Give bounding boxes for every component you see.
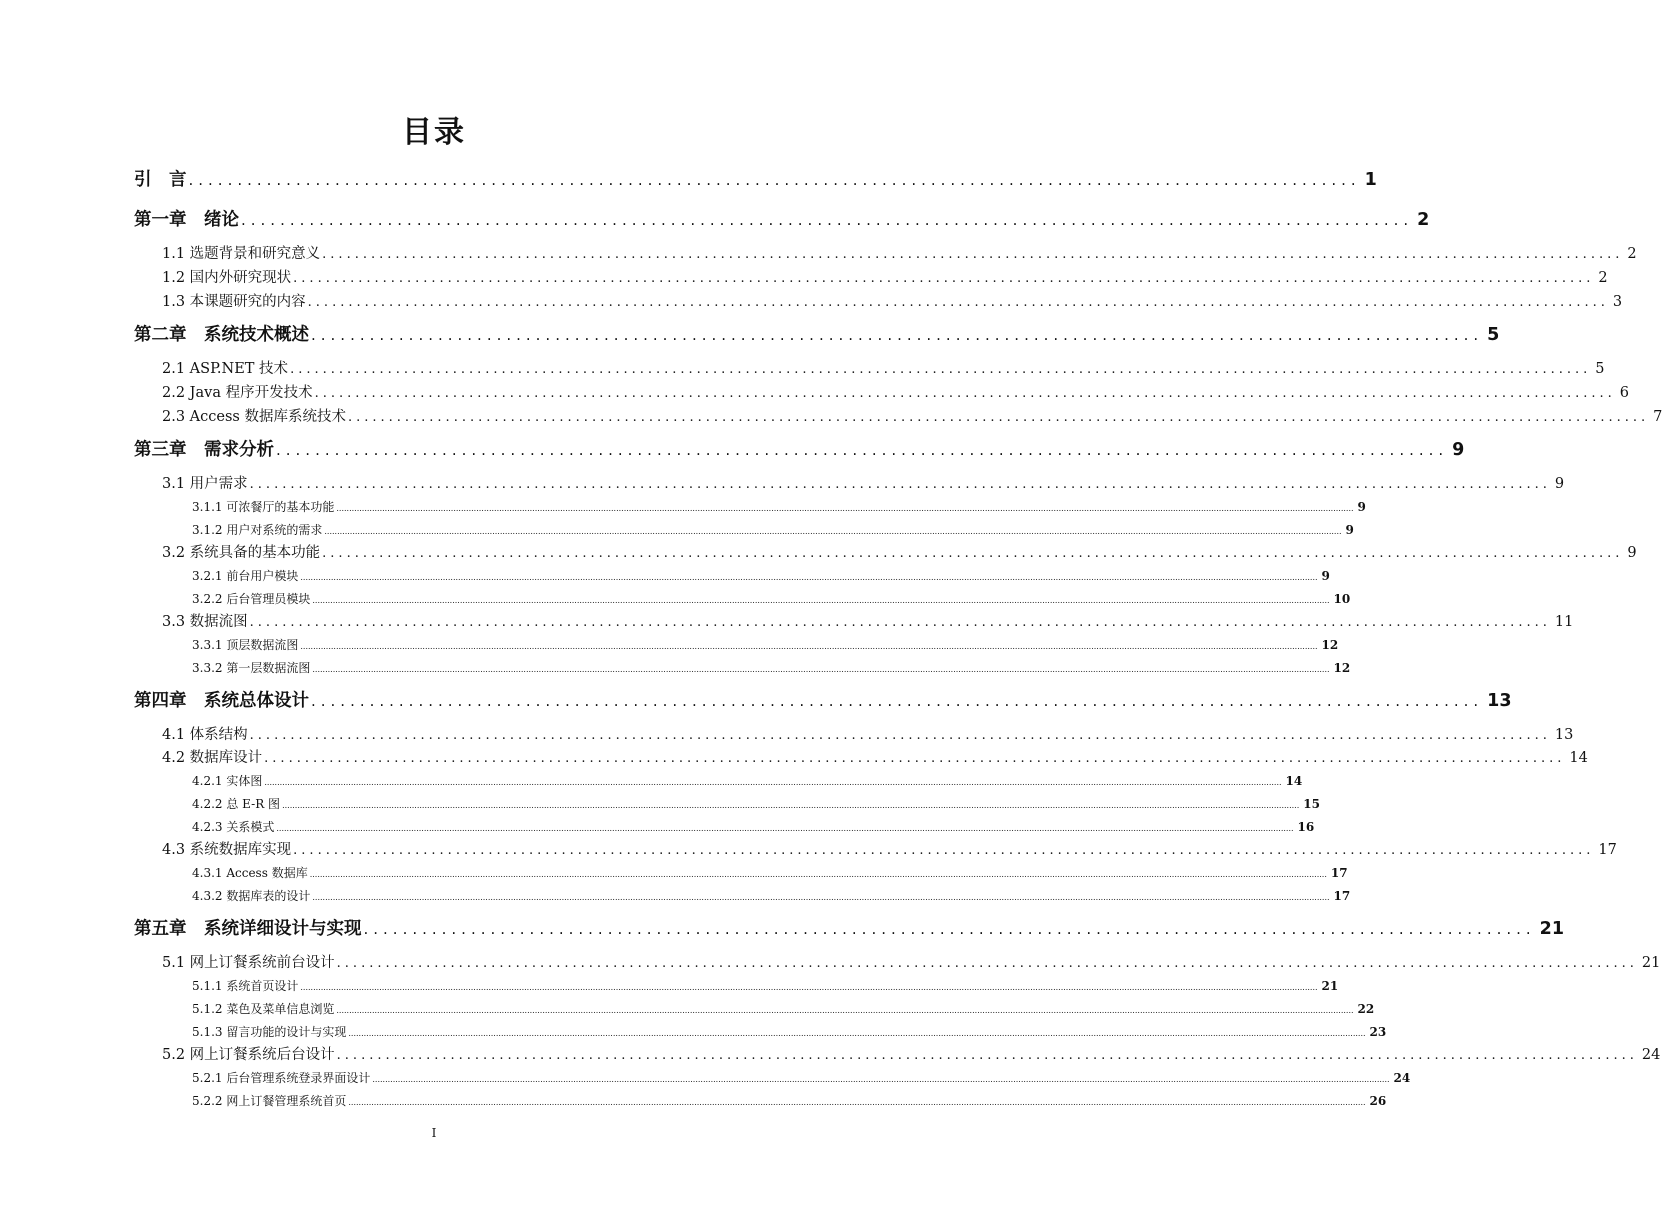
toc-entry-page-number: 5 <box>1487 325 1500 345</box>
toc-entry-sub[interactable] <box>192 633 1339 657</box>
toc-entry-section[interactable] <box>162 610 1574 634</box>
toc-entry-label: 5.1 网上订餐系统前台设计 <box>162 955 335 971</box>
toc-entry-label: 3.1.2 用户对系统的需求 <box>192 523 323 537</box>
toc-entry-page-number: 9 <box>1357 500 1366 514</box>
toc-leader-dots: ................................................................................................................................................................ <box>249 728 1551 743</box>
toc-entry-label: 3.2.1 前台用户模块 <box>192 569 299 583</box>
toc-entry-section[interactable] <box>162 357 1605 381</box>
toc-entry-page-number: 1 <box>1364 170 1377 190</box>
toc-leader-dots: ........................................................................................................................ <box>241 211 1414 229</box>
toc-entry-sub[interactable] <box>192 1066 1411 1090</box>
toc-entry-label: 4.2.3 关系模式 <box>192 820 275 834</box>
toc-leader-dots: ................................................................................................................................................................ <box>290 362 1592 377</box>
toc-leader-dots: ........................................................................................................................ <box>311 692 1484 710</box>
toc-entry-section[interactable] <box>162 405 1662 429</box>
toc-entry-label: 第二章 系统技术概述 <box>134 325 309 345</box>
toc-entry-section[interactable] <box>162 472 1565 496</box>
toc-entry-section[interactable] <box>162 541 1637 565</box>
toc-entry-page-number: 24 <box>1393 1071 1411 1085</box>
toc-entry-label: 1.1 选题背景和研究意义 <box>162 246 321 262</box>
toc-leader-dots: ................................................................................................................................................................................................................................................................................................................................................................................................................ <box>264 778 1282 787</box>
toc-entry-page-number: 14 <box>1569 750 1588 766</box>
toc-entry-page-number: 21 <box>1321 979 1339 993</box>
toc-entry-label: 4.3.2 数据库表的设计 <box>192 889 311 903</box>
toc-entry-page-number: 13 <box>1487 691 1512 711</box>
toc-entry-sub[interactable] <box>192 587 1351 611</box>
toc-entry-section[interactable] <box>162 746 1588 770</box>
toc-entry-label: 3.3.1 顶层数据流图 <box>192 638 299 652</box>
toc-leader-dots: ................................................................................................................................................................................................................................................................................................................................................................................................................ <box>348 1029 1366 1038</box>
toc-leader-dots: ........................................................................................................................ <box>276 441 1449 459</box>
toc-leader-dots: ................................................................................................................................................................................................................................................................................................................................................................................................................ <box>282 801 1300 810</box>
toc-entry-section[interactable] <box>162 381 1629 405</box>
toc-entry-sub[interactable] <box>192 769 1303 793</box>
toc-entry-page-number: 21 <box>1641 955 1661 971</box>
toc-entry-chapter[interactable] <box>134 322 1500 348</box>
toc-entry-label: 5.1.3 留言功能的设计与实现 <box>192 1025 347 1039</box>
toc-entry-page-number: 9 <box>1345 523 1354 537</box>
toc-entry-label: 3.1 用户需求 <box>162 476 248 492</box>
toc-entry-page-number: 16 <box>1297 820 1315 834</box>
toc-entry-label: 3.2.2 后台管理员模块 <box>192 592 311 606</box>
toc-entry-label: 3.3.2 第一层数据流图 <box>192 661 311 675</box>
toc-entry-label: 3.2 系统具备的基本功能 <box>162 545 321 561</box>
toc-leader-dots: ................................................................................................................................................................ <box>314 386 1616 401</box>
toc-entry-label: 5.1.1 系统首页设计 <box>192 979 299 993</box>
toc-leader-dots: ................................................................................................................................................................ <box>322 546 1624 561</box>
toc-entry-sub[interactable] <box>192 997 1375 1021</box>
toc-entry-label: 引 言 <box>134 170 187 190</box>
toc-leader-dots: ................................................................................................................................................................ <box>322 247 1624 262</box>
page-title: 目录 <box>402 115 466 150</box>
toc-entry-page-number: 9 <box>1554 476 1565 492</box>
toc-entry-page-number: 17 <box>1333 889 1351 903</box>
toc-entry-page-number: 22 <box>1357 1002 1375 1016</box>
toc-entry-page-number: 9 <box>1452 440 1465 460</box>
toc-entry-label: 第四章 系统总体设计 <box>134 691 309 711</box>
toc-entry-page-number: 3 <box>1612 294 1623 310</box>
toc-leader-dots: ................................................................................................................................................................................................................................................................................................................................................................................................................ <box>276 824 1294 833</box>
toc-entry-sub[interactable] <box>192 564 1330 588</box>
toc-entry-sub[interactable] <box>192 1020 1387 1044</box>
toc-leader-dots: ................................................................................................................................................................ <box>264 751 1566 766</box>
toc-leader-dots: ................................................................................................................................................................................................................................................................................................................................................................................................................ <box>312 665 1330 674</box>
toc-leader-dots: ................................................................................................................................................................................................................................................................................................................................................................................................................ <box>300 642 1318 651</box>
toc-leader-dots: ................................................................................................................................................................................................................................................................................................................................................................................................................ <box>348 1098 1366 1107</box>
toc-entry-sub[interactable] <box>192 861 1348 885</box>
toc-leader-dots: ................................................................................................................................................................................................................................................................................................................................................................................................................ <box>324 527 1342 536</box>
toc-entry-sub[interactable] <box>192 1089 1387 1113</box>
toc-entry-page-number: 2 <box>1598 270 1608 286</box>
toc-entry-label: 4.3.1 Access 数据库 <box>192 866 308 880</box>
toc-leader-dots: ................................................................................................................................................................................................................................................................................................................................................................................................................ <box>336 504 1354 513</box>
toc-entry-label: 第一章 绪论 <box>134 210 239 230</box>
toc-leader-dots: ................................................................................................................................................................ <box>293 271 1595 286</box>
toc-leader-dots: ................................................................................................................................................................................................................................................................................................................................................................................................................ <box>309 870 1327 879</box>
toc-entry-section[interactable] <box>162 951 1661 975</box>
toc-entry-sub[interactable] <box>192 884 1351 908</box>
toc-entry-sub[interactable] <box>192 974 1339 998</box>
toc-entry-page-number: 12 <box>1321 638 1339 652</box>
toc-entry-label: 5.2.1 后台管理系统登录界面设计 <box>192 1071 371 1085</box>
toc-entry-page-number: 10 <box>1333 592 1351 606</box>
toc-entry-label: 2.1 ASP.NET 技术 <box>162 361 289 377</box>
toc-leader-dots: ................................................................................................................................................................ <box>336 1048 1638 1063</box>
toc-entry-label: 5.2 网上订餐系统后台设计 <box>162 1047 335 1063</box>
toc-entry-label: 4.2.1 实体图 <box>192 774 263 788</box>
toc-leader-dots: ................................................................................................................................................................ <box>347 410 1650 425</box>
toc-leader-dots: ................................................................................................................................................................................................................................................................................................................................................................................................................ <box>312 893 1330 902</box>
toc-entry-label: 第五章 系统详细设计与实现 <box>134 919 362 939</box>
toc-entry-page-number: 17 <box>1330 866 1348 880</box>
toc-entry-chapter[interactable] <box>134 167 1377 193</box>
toc-entry-sub[interactable] <box>192 792 1320 816</box>
toc-leader-dots: ................................................................................................................................................................ <box>249 477 1551 492</box>
toc-entry-chapter[interactable] <box>134 916 1565 942</box>
toc-leader-dots: ................................................................................................................................................................................................................................................................................................................................................................................................................ <box>300 983 1318 992</box>
toc-entry-label: 2.3 Access 数据库系统技术 <box>162 409 346 425</box>
toc-entry-page-number: 21 <box>1539 919 1565 939</box>
toc-entry-label: 5.1.2 菜色及菜单信息浏览 <box>192 1002 335 1016</box>
toc-leader-dots: ................................................................................................................................................................ <box>336 956 1638 971</box>
toc-entry-chapter[interactable] <box>134 207 1430 233</box>
toc-leader-dots: ........................................................................................................................ <box>188 171 1361 189</box>
toc-entry-label: 1.2 国内外研究现状 <box>162 270 292 286</box>
toc-entry-label: 2.2 Java 程序开发技术 <box>162 385 313 401</box>
toc-entry-page-number: 2 <box>1417 210 1430 230</box>
toc-leader-dots: ........................................................................................................................ <box>311 326 1484 344</box>
toc-entry-label: 5.2.2 网上订餐管理系统首页 <box>192 1094 347 1108</box>
toc-entry-page-number: 13 <box>1554 727 1574 743</box>
toc-entry-section[interactable] <box>162 1043 1661 1067</box>
toc-entry-sub[interactable] <box>192 815 1315 839</box>
toc-entry-chapter[interactable] <box>134 688 1512 714</box>
toc-leader-dots: ................................................................................................................................................................................................................................................................................................................................................................................................................ <box>300 573 1318 582</box>
toc-entry-page-number: 23 <box>1369 1025 1387 1039</box>
toc-entry-page-number: 11 <box>1554 614 1574 630</box>
toc-entry-page-number: 26 <box>1369 1094 1387 1108</box>
page-footer-number: I <box>431 1126 437 1140</box>
toc-entry-page-number: 6 <box>1619 385 1629 401</box>
toc-leader-dots: ........................................................................................................................ <box>363 920 1536 938</box>
toc-leader-dots: ................................................................................................................................................................ <box>307 295 1609 310</box>
toc-entry-sub[interactable] <box>192 495 1366 519</box>
toc-entry-section[interactable] <box>162 242 1637 266</box>
toc-entry-label: 第三章 需求分析 <box>134 440 274 460</box>
toc-entry-page-number: 12 <box>1333 661 1351 675</box>
toc-entry-section[interactable] <box>162 838 1617 862</box>
toc-entry-label: 4.1 体系结构 <box>162 727 248 743</box>
toc-entry-section[interactable] <box>162 290 1623 314</box>
toc-entry-label: 4.3 系统数据库实现 <box>162 842 292 858</box>
toc-leader-dots: ................................................................................................................................................................................................................................................................................................................................................................................................................ <box>372 1075 1390 1084</box>
toc-entry-label: 4.2.2 总 E-R 图 <box>192 797 281 811</box>
toc-entry-page-number: 15 <box>1303 797 1320 811</box>
toc-entry-page-number: 9 <box>1321 569 1330 583</box>
toc-leader-dots: ................................................................................................................................................................ <box>249 615 1551 630</box>
toc-entry-section[interactable] <box>162 723 1574 747</box>
toc-entry-section[interactable] <box>162 266 1608 290</box>
toc-entry-page-number: 24 <box>1641 1047 1661 1063</box>
toc-entry-chapter[interactable] <box>134 437 1465 463</box>
toc-entry-page-number: 2 <box>1627 246 1637 262</box>
toc-entry-page-number: 9 <box>1627 545 1637 561</box>
toc-entry-page-number: 14 <box>1285 774 1303 788</box>
toc-entry-page-number: 7 <box>1653 409 1662 425</box>
toc-entry-label: 4.2 数据库设计 <box>162 750 263 766</box>
toc-leader-dots: ................................................................................................................................................................................................................................................................................................................................................................................................................ <box>336 1006 1354 1015</box>
toc-entry-sub[interactable] <box>192 656 1351 680</box>
toc-entry-label: 3.1.1 可浓餐厅的基本功能 <box>192 500 335 514</box>
toc-entry-label: 1.3 本课题研究的内容 <box>162 294 306 310</box>
toc-leader-dots: ................................................................................................................................................................................................................................................................................................................................................................................................................ <box>312 596 1330 605</box>
toc-leader-dots: ................................................................................................................................................................ <box>293 843 1595 858</box>
toc-entry-page-number: 5 <box>1595 361 1605 377</box>
toc-entry-page-number: 17 <box>1598 842 1617 858</box>
toc-entry-sub[interactable] <box>192 518 1354 542</box>
toc-entry-label: 3.3 数据流图 <box>162 614 248 630</box>
